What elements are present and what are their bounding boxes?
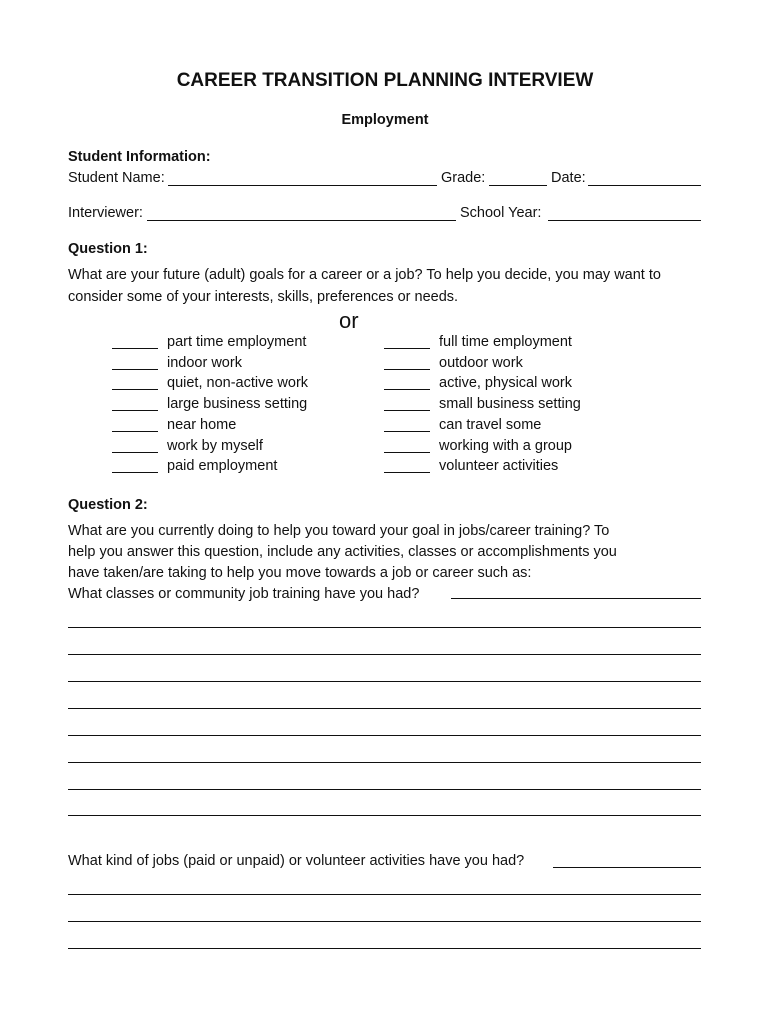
grade-label: Grade: xyxy=(441,170,486,186)
answer-line[interactable] xyxy=(68,735,701,736)
option-blank[interactable] xyxy=(112,369,158,370)
answer-line[interactable] xyxy=(68,921,701,922)
option-left-3[interactable] xyxy=(112,373,308,394)
option-label: full time employment xyxy=(439,334,572,350)
interviewer-label: Interviewer: xyxy=(68,205,143,221)
option-right-7[interactable] xyxy=(384,456,558,477)
option-label: part time employment xyxy=(167,334,307,350)
question-1-text-line-1: What are your future (adult) goals for a career or a job? To help you decide, you may want to xyxy=(68,267,661,283)
option-label: quiet, non-active work xyxy=(167,375,309,392)
option-left-1[interactable] xyxy=(112,332,306,353)
question-2-heading: Question 2: xyxy=(68,497,148,513)
answer-line[interactable] xyxy=(68,654,701,655)
grade-field[interactable] xyxy=(489,185,547,186)
answer-line[interactable] xyxy=(68,681,701,682)
jobs-volunteer-prompt: What kind of jobs (paid or unpaid) or volunteer activities have you had? xyxy=(68,853,525,869)
jobs-volunteer-answer-line[interactable] xyxy=(553,867,701,868)
interviewer-field[interactable] xyxy=(147,220,456,221)
question-2-text-line-3: have taken/are taking to help you move towards a job or career such as: xyxy=(68,565,532,581)
option-left-5[interactable] xyxy=(112,415,236,436)
option-label: outdoor work xyxy=(439,354,523,371)
answer-line[interactable] xyxy=(68,708,701,709)
option-blank[interactable] xyxy=(384,348,430,349)
or-separator: or xyxy=(339,308,359,333)
option-label: work by myself xyxy=(167,437,263,454)
option-left-4[interactable] xyxy=(112,394,307,415)
answer-line[interactable] xyxy=(68,815,701,816)
classes-training-prompt: What classes or community job training have you had? xyxy=(68,586,420,602)
option-right-2[interactable] xyxy=(384,353,523,374)
date-label: Date: xyxy=(551,170,586,186)
option-right-5[interactable] xyxy=(384,415,541,436)
option-blank[interactable] xyxy=(112,410,158,411)
question-1-text-line-2: consider some of your interests, skills, preferences or needs. xyxy=(68,289,459,305)
option-label: indoor work xyxy=(167,354,242,371)
option-blank[interactable] xyxy=(384,472,430,473)
answer-line[interactable] xyxy=(68,948,701,949)
option-blank[interactable] xyxy=(384,452,430,453)
answer-line[interactable] xyxy=(68,894,701,895)
option-blank[interactable] xyxy=(112,431,158,432)
option-label: working with a group xyxy=(439,437,572,454)
option-label: small business setting xyxy=(439,396,581,413)
option-left-2[interactable] xyxy=(112,353,242,374)
option-blank[interactable] xyxy=(384,410,430,411)
document-subtitle: Employment xyxy=(341,112,429,128)
answer-line[interactable] xyxy=(68,762,701,763)
option-label: near home xyxy=(167,416,237,433)
student-name-field[interactable] xyxy=(168,185,437,186)
option-label: active, physical work xyxy=(439,375,572,392)
question-2-text-line-1: What are you currently doing to help you toward your goal in jobs/career training? To xyxy=(68,523,610,539)
option-blank[interactable] xyxy=(112,348,158,349)
option-blank[interactable] xyxy=(112,472,158,473)
option-blank[interactable] xyxy=(384,389,430,390)
option-right-1[interactable] xyxy=(384,332,572,353)
option-label: volunteer activities xyxy=(439,458,559,475)
student-info-heading: Student Information: xyxy=(68,149,211,165)
option-blank[interactable] xyxy=(112,452,158,453)
option-left-6[interactable] xyxy=(112,436,263,457)
option-right-3[interactable] xyxy=(384,373,572,394)
option-blank[interactable] xyxy=(384,369,430,370)
date-field[interactable] xyxy=(588,185,701,186)
option-right-4[interactable] xyxy=(384,394,581,415)
option-left-7[interactable] xyxy=(112,456,277,477)
document-title: CAREER TRANSITION PLANNING INTERVIEW xyxy=(176,70,594,91)
answer-line[interactable] xyxy=(68,789,701,790)
option-blank[interactable] xyxy=(384,431,430,432)
option-label: paid employment xyxy=(167,458,278,475)
option-right-6[interactable] xyxy=(384,436,572,457)
question-2-text-line-2: help you answer this question, include any activities, classes or accomplishments you xyxy=(68,544,617,560)
question-1-heading: Question 1: xyxy=(68,241,148,257)
school-year-field[interactable] xyxy=(548,220,701,221)
school-year-label: School Year: xyxy=(460,205,542,221)
answer-line[interactable] xyxy=(68,627,701,628)
option-blank[interactable] xyxy=(112,389,158,390)
student-name-label: Student Name: xyxy=(68,170,165,186)
option-label: large business setting xyxy=(167,396,308,413)
option-label: can travel some xyxy=(439,416,542,433)
classes-training-answer-line[interactable] xyxy=(451,598,701,599)
